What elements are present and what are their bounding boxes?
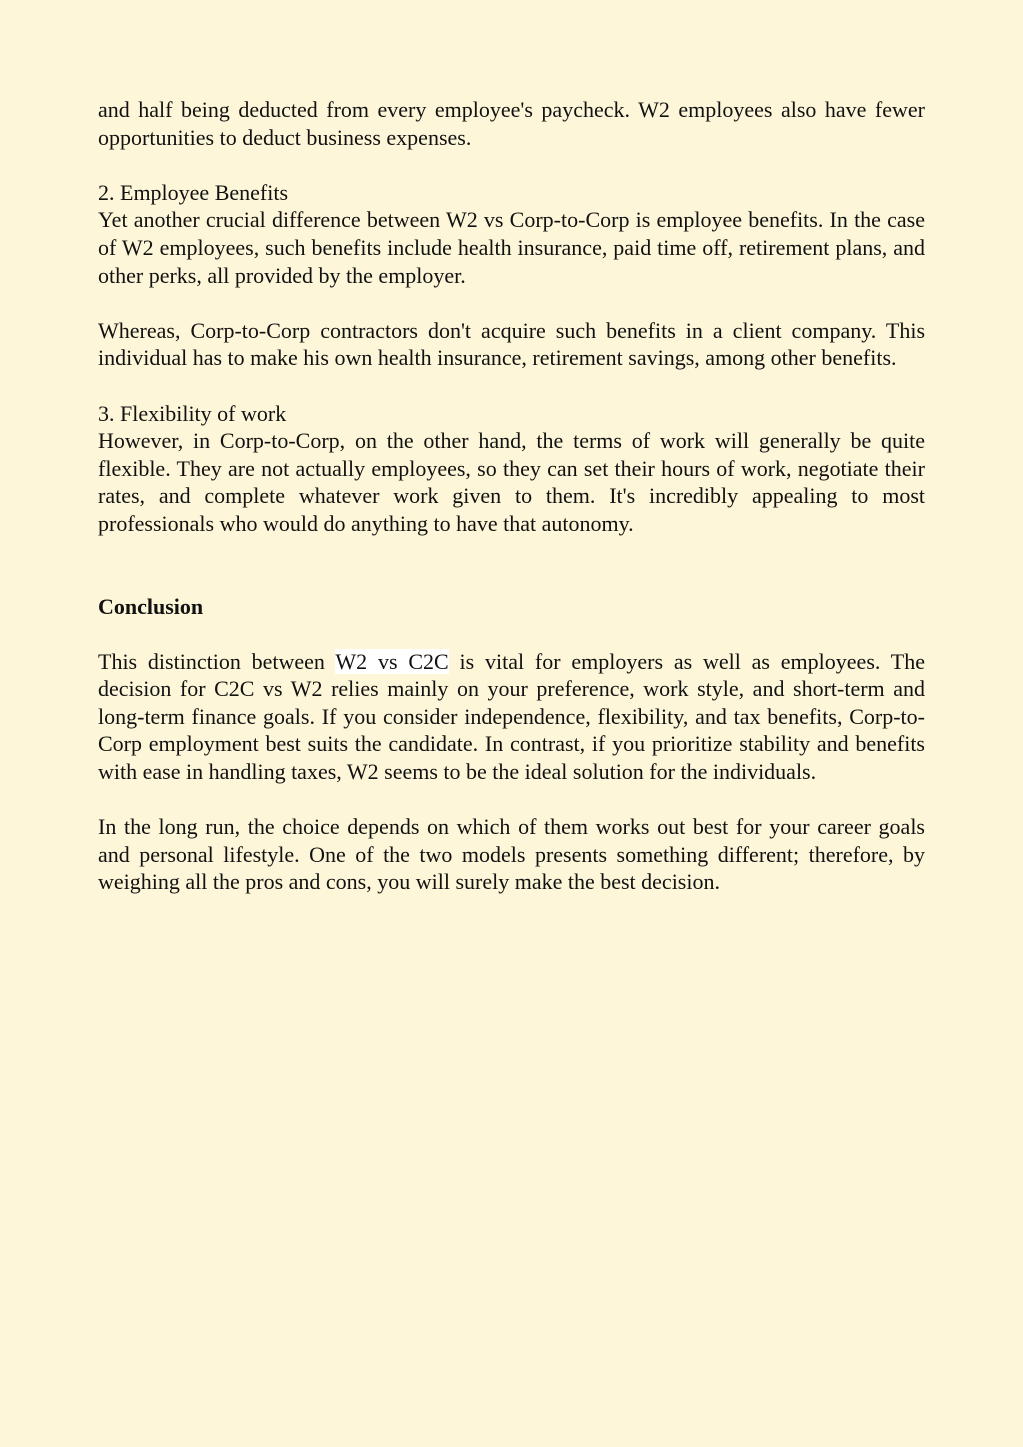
conclusion-paragraph-2: In the long run, the choice depends on which of them works out best for your career goals and personal lifestyle. One of the two models presents something different; therefore, by weighing all the pros and cons, you will surely make the best decision. bbox=[98, 814, 925, 895]
w2-vs-c2c-link[interactable]: W2 vs C2C bbox=[335, 648, 449, 674]
intro-paragraph: and half being deducted from every employee's paycheck. W2 employees also have fewer opportunities to deduct business expenses. bbox=[98, 97, 925, 150]
spacer bbox=[98, 151, 925, 179]
employee-benefits-paragraph-1: Yet another crucial difference between W2 vs Corp-to-Corp is employee benefits. In the case of W2 employees, such benefits include health insurance, paid time off, retirement plans, and other perks, all provided by the employer. bbox=[98, 207, 925, 288]
document-page bbox=[98, 96, 925, 896]
spacer bbox=[98, 289, 925, 317]
flexibility-paragraph: However, in Corp-to-Corp, on the other hand, the terms of work will generally be quite flexible. They are not actually employees, so they can set their hours of work, negotiate their rates, and complete whatever work given to them. It's incredibly appealing to most professionals who would do anything to have that autonomy. bbox=[98, 428, 925, 536]
conclusion-text-rest: is vital for employers as well as employees. The decision for C2C vs W2 relies mainly on your preference, work style, and short-term and long-term finance goals. If you consider independence, flexibility, and tax benefits, Corp-to-Corp employment best suits the candidate. In contrast, if you prioritize stability and benefits with ease in handling taxes, W2 seems to be the ideal solution for the individuals. bbox=[98, 648, 925, 785]
section-heading-employee-benefits: 2. Employee Benefits bbox=[98, 179, 289, 205]
conclusion-text-start: This distinction between bbox=[98, 648, 336, 674]
spacer bbox=[98, 620, 925, 648]
spacer bbox=[98, 372, 925, 400]
conclusion-paragraph-1 bbox=[98, 648, 925, 786]
section-heading-flexibility-of-work: 3. Flexibility of work bbox=[98, 400, 287, 426]
conclusion-heading: Conclusion bbox=[98, 593, 204, 619]
employee-benefits-paragraph-2: Whereas, Corp-to-Corp contractors don't acquire such benefits in a client company. This individual has to make his own health insurance, retirement savings, among other benefits. bbox=[98, 317, 925, 371]
spacer bbox=[98, 786, 925, 814]
spacer bbox=[98, 538, 925, 593]
